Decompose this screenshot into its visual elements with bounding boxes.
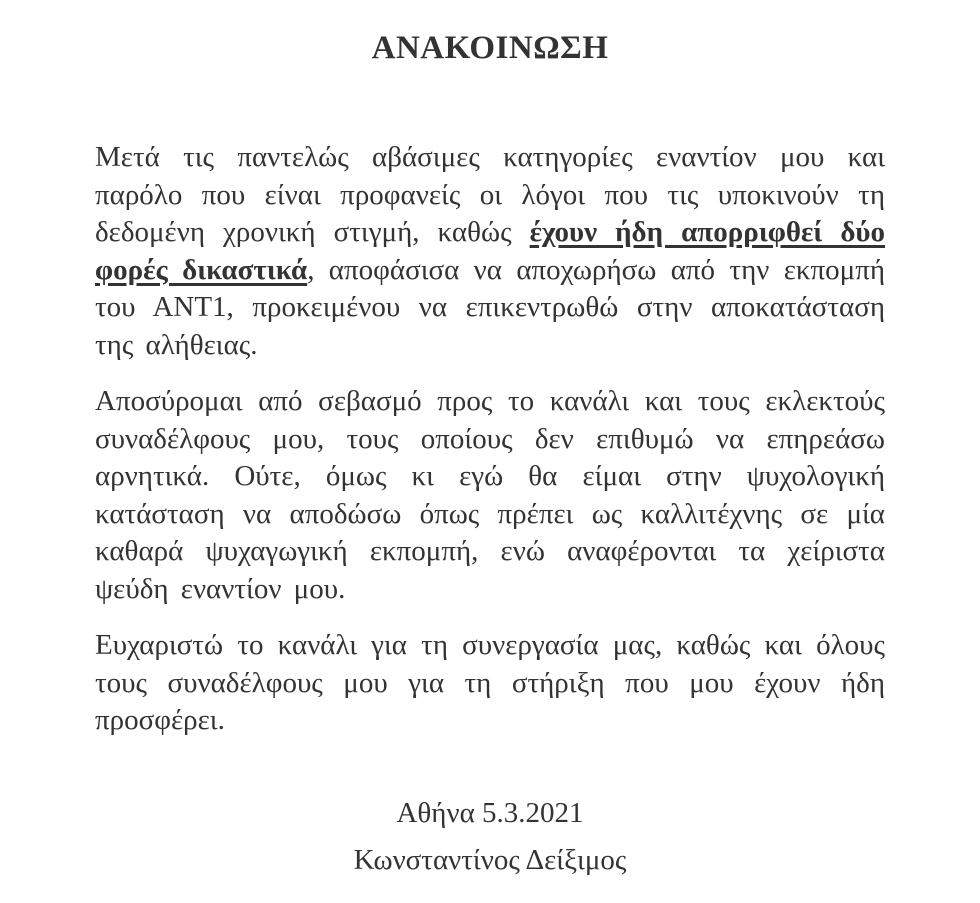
paragraph-1 bbox=[95, 139, 885, 364]
signature-line: Κωνσταντίνος Δείξιμος bbox=[353, 844, 627, 876]
document-title: ΑΝΑΚΟΙΝΩΣΗ bbox=[371, 30, 609, 66]
paragraph-1-text-after: , αποφάσισα να αποχωρήσω από την εκπομπή του ΑΝΤ1, προκειμένου να επικεντρωθώ στην αποκατάσταση της αλήθειας. bbox=[95, 253, 885, 361]
paragraph-1-bold-underlined-phrase: έχουν ήδη απορριφθεί δύο φορές δικαστικά bbox=[95, 216, 885, 286]
date-line: Αθήνα 5.3.2021 bbox=[396, 796, 584, 829]
paragraph-2: Αποσύρομαι από σεβασμό προς το κανάλι και τους εκλεκτούς συναδέλφους μου, τους οποίους δεν επιθυμώ να επηρεάσω αρνητικά. Ούτε, όμως κι εγώ θα είμαι στην ψυχολογική κατάσταση να αποδώσω όπως πρέπει ως καλλιτέχνης σε μία καθαρά ψυχαγωγική εκπομπή, ενώ αναφέρονται τα χείριστα ψεύδη εναντίον μου. bbox=[95, 385, 885, 605]
paragraph-1-text-before: Μετά τις παντελώς αβάσιμες κατηγορίες εναντίον μου και παρόλο που είναι προφανείς οι λόγοι που τις υποκινούν τη δεδομένη χρονική στιγμή, καθώς bbox=[95, 141, 885, 248]
paragraph-3: Ευχαριστώ το κανάλι για τη συνεργασία μας, καθώς και όλους τους συναδέλφους μου για τη στήριξη που μου έχουν ήδη προσφέρει. bbox=[95, 629, 885, 736]
